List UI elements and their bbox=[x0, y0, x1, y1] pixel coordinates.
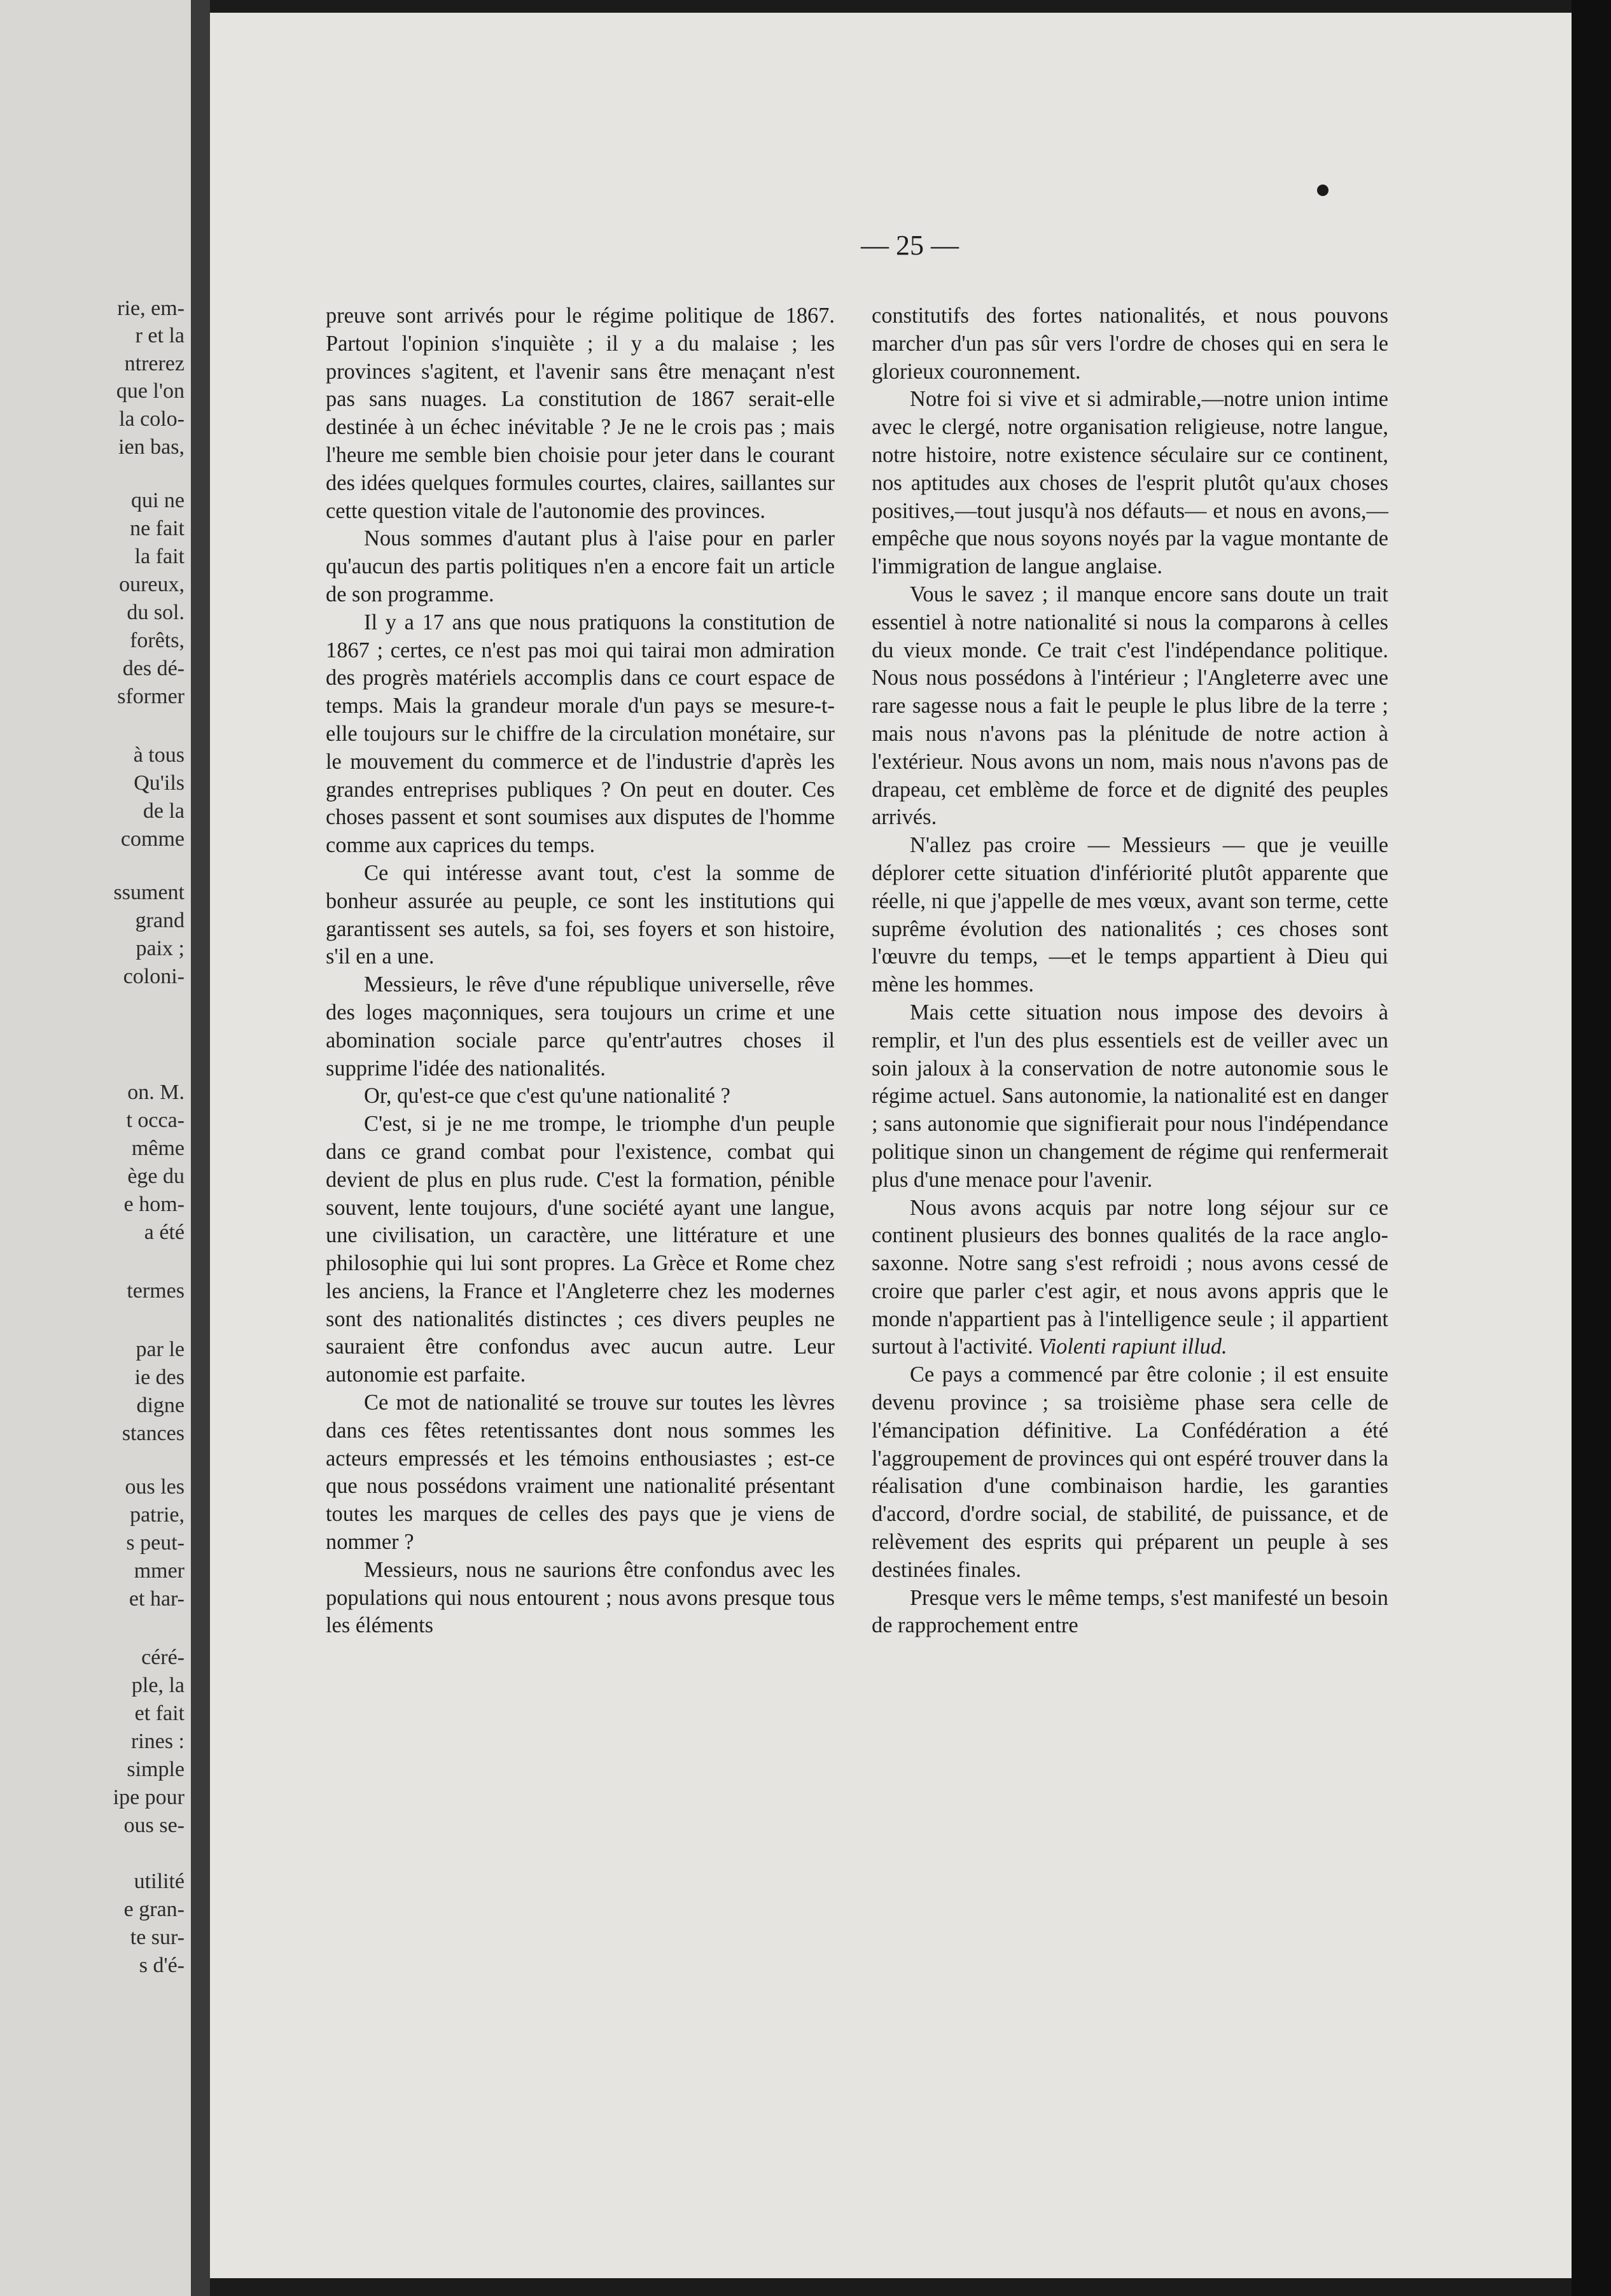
paragraph: C'est, si je ne me trompe, le triomphe d'un peuple dans ce grand combat pour l'existence, combat qui devient de plus en plus rude. C'est la formation, pénible souvent, lente toujours, d'une société ayant une langue, une civilisation, un caractère, une littérature et une philosophie qui lui sont propres. La Grèce et Rome chez les anciens, la France et l'Angleterre chez les modernes sont des nationalités distinctes ; ces divers peuples ne sauraient être confondus avec aucun autre. Leur autonomie est parfaite. bbox=[326, 1112, 835, 1387]
fragment-line: la fait bbox=[134, 545, 185, 568]
fragment-line: oureux, bbox=[119, 573, 185, 596]
fragment-line: Qu'ils bbox=[134, 771, 185, 795]
paragraph: preuve sont arrivés pour le régime politique de 1867. Partout l'opinion s'inquiète ; il y a du malaise ; les provinces s'agitent, et l'avenir sans être menaçant n'est pas sans nuages. La constitution de 1867 serait-elle destinée à un échec inévitable ? Je ne le crois pas ; mais l'heure me semble bien choisie pour jeter dans le courant des idées quelques formules courtes, claires, saillantes sur cette question vitale de l'autonomie des provinces. bbox=[326, 304, 835, 523]
fragment-line: t occa- bbox=[126, 1109, 185, 1132]
paragraph: Il y a 17 ans que nous pratiquons la constitution de 1867 ; certes, ce n'est pas moi qui tairai mon admiration des progrès matériels accomplis dans ce court espace de temps. Mais la grandeur morale d'un pays se mesure-t-elle toujours sur le chiffre de la circulation monétaire, sur le mouvement du commerce et de l'industrie d'après les grandes entreprises publiques ? On peut en douter. Ces choses passent et sont soumises aux disputes de l'homme comme aux caprices du temps. bbox=[326, 610, 835, 858]
fragment-line: de la bbox=[143, 799, 185, 823]
paragraph: Ce pays a commencé par être colonie ; il est ensuite devenu province ; sa troisième phase sera celle de l'émancipation définitive. La Confédération a été l'aggroupement de provinces qui ont espéré trouver dans la réalisation d'une combinaison hardie, les garanties d'accord, d'ordre social, de stabilité, de puissance, et de relèvement des esprits qui préparent un peuple à ses destinées finales. bbox=[872, 1362, 1388, 1582]
paragraph: Notre foi si vive et si admirable,—notre union intime avec le clergé, notre organisation religieuse, notre langue, notre histoire, notre existence séculaire sur ce continent, nos aptitudes aux choses de l'esprit plutôt qu'aux choses positives,—tout jusqu'à nos défauts— et nous en avons,—empêche que nous soyons noyés par la vague montante de l'immigration de langue anglaise. bbox=[872, 387, 1388, 579]
fragment-line: ne fait bbox=[130, 517, 185, 540]
paragraph: N'allez pas croire — Messieurs — que je veuille déplorer cette situation d'infériorité plutôt apparente que réelle, ni que j'appelle de mes vœux, avant son terme, cette suprême évolution des nationalités ; ces choses sont l'œuvre du temps, —et le temps appartient à Dieu qui mène les hommes. bbox=[872, 833, 1388, 997]
fragment-line: par le bbox=[136, 1338, 185, 1361]
fragment-line: digne bbox=[136, 1394, 185, 1417]
paragraph: Vous le savez ; il manque encore sans doute un trait essentiel à notre nationalité si nous la comparons à celles du vieux monde. Ce trait c'est l'indépendance politique. Nous nous possédons à l'intérieur ; l'Angleterre avec une rare sagesse nous a fait le peuple le plus libre de la terre ; mais nous n'avons pas la plénitude de notre action à l'extérieur. Nous avons un nom, mais nous n'avons pas de drapeau, cet emblème de force et de dignité des peuples arrivés. bbox=[872, 582, 1388, 830]
fragment-line: coloni- bbox=[123, 965, 185, 988]
paragraph: Messieurs, nous ne saurions être confondus avec les populations qui nous entourent ; nous avons presque tous les éléments bbox=[326, 1557, 835, 1638]
fragment-line: ie des bbox=[134, 1366, 185, 1389]
paragraph: Nous sommes d'autant plus à l'aise pour en parler qu'aucun des partis politiques n'en a encore fait un article de son programme. bbox=[326, 526, 835, 606]
fragment-line: même bbox=[131, 1137, 185, 1160]
fragment-line: céré- bbox=[141, 1646, 185, 1669]
fragment-line: patrie, bbox=[130, 1503, 185, 1527]
fragment-line: mmer bbox=[134, 1559, 185, 1583]
fragment-line: qui ne bbox=[130, 489, 185, 512]
fragment-line: sformer bbox=[117, 685, 185, 708]
fragment-line: ipe pour bbox=[113, 1786, 185, 1809]
scan-edge bbox=[1572, 0, 1611, 2296]
fragment-line: et fait bbox=[134, 1702, 185, 1725]
fragment-line: forêts, bbox=[130, 629, 185, 652]
fragment-line: à tous bbox=[133, 743, 185, 767]
book-page bbox=[210, 13, 1572, 2278]
paragraph: constitutifs des fortes nationalités, et nous pouvons marcher d'un pas sûr vers l'ordre de choses qui en sera le glorieux couronnement. bbox=[872, 304, 1388, 384]
previous-page-fragment bbox=[0, 0, 191, 2296]
paragraph: Ce qui intéresse avant tout, c'est la somme de bonheur assurée au peuple, ce sont les institutions qui garantissent ses autels, sa foi, ses foyers et son histoire, s'il en a une. bbox=[326, 860, 835, 969]
fragment-line: grand bbox=[135, 909, 185, 932]
fragment-line: e gran- bbox=[123, 1898, 185, 1921]
fragment-line: te sur- bbox=[130, 1926, 185, 1949]
text-column-right bbox=[872, 302, 1388, 1640]
text-column-left bbox=[326, 302, 835, 1640]
paragraph: Mais cette situation nous impose des devoirs à remplir, et l'un des plus essentiels est de veiller avec un soin jaloux à la conservation de notre autonomie sous le régime actuel. Sans autonomie, la nationalité est en danger ; sans autonomie que signifierait pour nous l'indépendance politique sinon un changement de régime qui renfermerait plus d'une menace pour l'avenir. bbox=[872, 1000, 1388, 1192]
fragment-line: simple bbox=[127, 1758, 185, 1781]
fragment-line: utilité bbox=[134, 1870, 185, 1893]
fragment-line: ous les bbox=[125, 1475, 185, 1499]
fragment-line: termes bbox=[127, 1279, 185, 1303]
fragment-line: que l'on bbox=[116, 379, 185, 403]
fragment-line: stances bbox=[122, 1422, 185, 1445]
paragraph: Messieurs, le rêve d'une république universelle, rêve des loges maçonniques, sera toujours un crime et une abomination sociale parce qu'entr'autres choses il supprime l'idée des nationalités. bbox=[326, 972, 835, 1081]
paragraph: Or, qu'est-ce que c'est qu'une nationalité ? bbox=[364, 1084, 730, 1109]
fragment-line: s peut- bbox=[126, 1531, 185, 1555]
fragment-line: rie, em- bbox=[117, 297, 185, 320]
fragment-line: rines : bbox=[130, 1730, 185, 1753]
paragraph: Ce mot de nationalité se trouve sur toutes les lèvres dans ces fêtes retentissantes dont nous sommes les acteurs empressés et les témoins enthousiastes ; est-ce que nous possédons vraiment une nationalité présentant toutes les marques de celles des pays que je viens de nommer ? bbox=[326, 1390, 835, 1555]
fragment-line: ssument bbox=[113, 881, 185, 904]
fragment-line: ous se- bbox=[123, 1814, 185, 1837]
fragment-line: a été bbox=[144, 1221, 185, 1244]
latin-phrase: Violenti rapiunt illud. bbox=[1038, 1334, 1227, 1359]
fragment-line: s d'é- bbox=[139, 1954, 185, 1977]
fragment-line: comme bbox=[120, 827, 185, 851]
book-gutter bbox=[191, 0, 210, 2296]
fragment-line: r et la bbox=[135, 324, 185, 347]
fragment-line: et har- bbox=[129, 1587, 185, 1611]
ink-dot-mark bbox=[1317, 185, 1329, 196]
fragment-line: ien bas, bbox=[118, 435, 185, 459]
fragment-line: e hom- bbox=[123, 1193, 185, 1216]
fragment-line: on. M. bbox=[127, 1081, 185, 1104]
fragment-line: ple, la bbox=[131, 1674, 185, 1697]
fragment-line: des dé- bbox=[122, 657, 185, 680]
fragment-line: la colo- bbox=[119, 407, 185, 431]
fragment-line: du sol. bbox=[127, 601, 185, 624]
fragment-line: ège du bbox=[127, 1165, 185, 1188]
fragment-line: paix ; bbox=[136, 937, 185, 960]
page-number: — 25 — bbox=[861, 230, 959, 261]
paragraph: Presque vers le même temps, s'est manifesté un besoin de rapprochement entre bbox=[872, 1585, 1388, 1638]
paragraph: Nous avons acquis par notre long séjour sur ce continent plusieurs des bonnes qualités de la race anglo-saxonne. Notre sang s'est refroidi ; nous avons cessé de croire que parler c'est agir, et nous avons appris que le monde n'appartient pas à l'intelligence seule ; il appartient surtout à l'activité. Violenti rapiunt illud. bbox=[872, 1195, 1388, 1359]
fragment-line: ntrerez bbox=[124, 352, 185, 375]
